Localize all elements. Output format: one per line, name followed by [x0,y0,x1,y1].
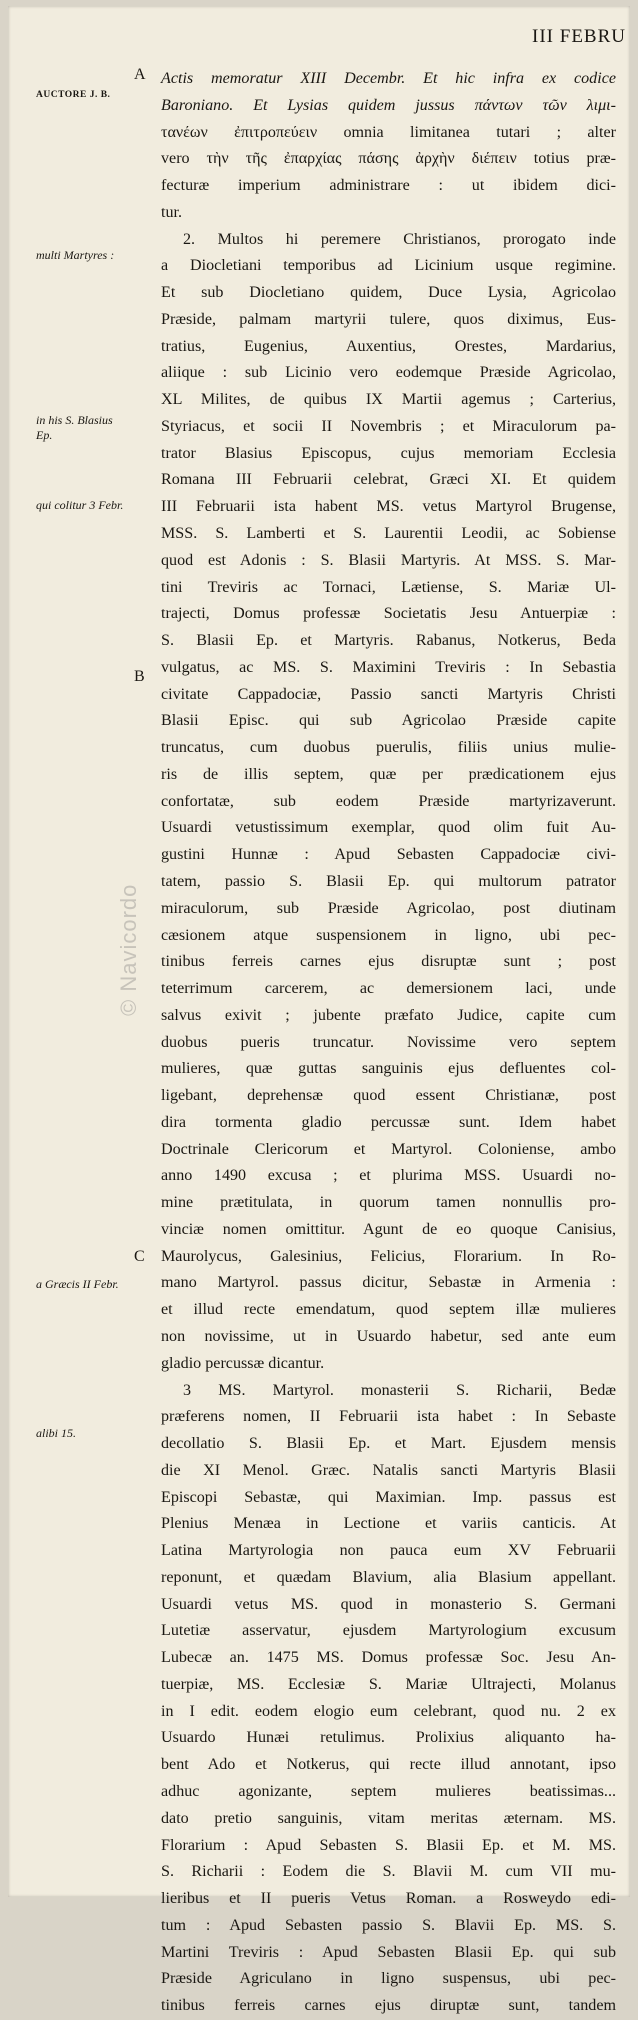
margin-note-graecis: a Græcis II Febr. [36,1277,119,1291]
text-line: gustini Hunnæ : Apud Sebasten Cappadociæ civi- [161,846,616,864]
text-line: 3 MS. Martyrol. monasterii S. Richarii, Bedæ [183,1381,616,1399]
text-line: tinibus ferreis carnes ejus diruptæ sunt, tandem [161,1997,616,2015]
text-line: tatem, passio S. Blasii Ep. qui multorum patrator [161,872,616,890]
text-line: lieribus et II pueris Vetus Roman. a Rosweydo edi- [161,1890,616,1908]
text-line: salvus exivit ; jubente præfato Judice, capite cum [161,1006,616,1024]
text-line: tur. [161,203,183,221]
text-line: cæsionem atque suspensionem in ligno, ubi pec- [161,926,616,944]
text-line: III Februarii ista habent MS. vetus Martyrol Brugense, [161,498,616,516]
section-letter-A: A [134,66,146,83]
main-text-column [161,66,616,2020]
text-line: Usuardi vetustissimum exemplar, quod olim fuit Au- [161,819,616,837]
text-line: in I edit. eodem elogio eum celebrant, quod nu. 2 ex [161,1702,616,1720]
book-page [8,6,630,2015]
text-line: Actis memoratur XIII Decembr. Et hic infra ex codice [161,70,616,87]
watermark: © Navicordo [116,883,141,1016]
text-line: S. Richarii : Eodem die S. Blavii M. cum VII mu- [161,1863,616,1881]
margin-note-multi: multi Martyres : [36,248,115,262]
text-line: tratius, Eugenius, Auxentius, Orestes, Mardarius, [161,337,616,355]
text-line: reponunt, et quædam Blavium, alia Blasium appellant. [161,1568,616,1586]
text-line: civitate Cappadociæ, Passio sancti Martyris Christi [161,685,616,703]
text-line: Lutetiæ asservatur, ejusdem Martyrologium excusum [161,1622,616,1640]
margin-note-blasius: in his S. Blasius Ep. [36,413,113,442]
text-line: trator Blasius Episcopus, cujus memoriam Ecclesia [161,444,616,462]
text-line: Et sub Diocletiano quidem, Duce Lysia, Agricolao [161,284,616,302]
text-line: decollatio S. Blasii Ep. et Mart. Ejusdem mensis [161,1435,616,1453]
text-line: dato pretio sanguinis, vitam meritas æternam. MS. [161,1809,616,1827]
text-line: mano Martyrol. passus dicitur, Sebastæ in Armenia : [161,1274,616,1292]
text-line: mine prætitulata, in quorum tamen nonnullis pro- [161,1194,616,1212]
text-line: præferens nomen, II Februarii ista habet : In Sebaste [161,1408,616,1426]
text-line: quod est Adonis : S. Blasii Martyris. At MSS. S. Mar- [161,551,616,569]
text-line: Præside Agriculano in ligno suspensus, ubi pec- [161,1970,616,1988]
text-line: Florarium : Apud Sebasten S. Blasii Ep. et M. MS. [161,1836,616,1854]
text-line: a Diocletiani temporibus ad Licinium usque regimine. [161,257,616,275]
text-line: tini Treviris ac Tornaci, Lætiense, S. Mariæ Ul- [161,578,616,596]
text-line: Romana III Februarii celebrat, Græci XI. Et quidem [161,471,616,489]
text-line: Usuardi vetus MS. quod in monasterio S. Germani [161,1595,616,1613]
text-line: 2. Multos hi peremere Christianos, prorogato inde [183,230,616,248]
text-line: ligebant, deprehensæ quod essent Christianæ, post [161,1087,616,1105]
text-line: fecturæ imperium administrare : ut ibidem dici- [161,177,616,195]
text-line: τανέων ἐπιτροπεύειν omnia limitanea tutari ; alter [161,123,616,141]
text-line: Episcopi Sebastæ, qui Maximian. Imp. passus est [161,1488,616,1506]
text-line: tinibus ferreis carnes ejus disruptæ sunt ; post [161,953,616,971]
text-line: Blasii Episc. qui sub Agricolao Præside capite [161,712,616,730]
text-line: Præside, palmam martyrii tulere, quos diximus, Eus- [161,310,616,328]
text-line: Doctrinale Clericorum et Martyrol. Coloniense, ambo [161,1140,616,1158]
text-line: tuerpiæ, MS. Ecclesiæ S. Mariæ Ultrajecti, Molanus [161,1675,616,1693]
text-line: ris de illis septem, quæ per prædicationem ejus [161,765,616,783]
text-line: Baroniano. Et Lysias quidem jussus πάντων τῶν λιμι- [161,96,616,114]
text-line: bent Ado et Notkerus, qui recte illud annotant, ipso [161,1756,616,1774]
text-line: truncatus, cum duobus puerulis, filiis unius mulie- [161,739,616,757]
text-line: Usuardo Hunæi retulimus. Prolixius aliquanto ha- [161,1729,616,1747]
margin-note-auctore: AUCTORE J. B. [36,90,111,100]
text-line: anno 1490 excusa ; et plurima MSS. Usuardi no- [161,1167,616,1185]
text-line: trajecti, Domus professæ Societatis Jesu Antuerpiæ : [161,605,616,623]
text-line: duobus pueris truncatur. Novissime vero septem [161,1033,616,1051]
text-line: non novissime, ut in Usuardo habetur, sed ante eum [161,1327,616,1345]
text-line: vinciæ nomen omittitur. Agunt de eo quoque Canisius, [161,1220,616,1238]
text-line: Plenius Menæa in Lectione et variis canticis. At [161,1515,616,1533]
margin-note-alibi: alibi 15. [36,1426,77,1440]
section-letter-C: C [134,1248,145,1265]
margin-note-colitur: qui colitur 3 Febr. [36,498,124,512]
text-line: gladio percussæ dicantur. [161,1354,325,1372]
text-line: adhuc agonizante, septem mulieres beatissimas... [161,1783,616,1800]
text-line: XL Milites, de quibus IX Martii agemus ; Carterius, [161,391,616,409]
text-line: vulgatus, ac MS. S. Maximini Treviris : In Sebastia [161,658,616,676]
text-line: Lubecæ an. 1475 MS. Domus professæ Soc. Jesu An- [161,1649,616,1667]
text-line: miraculorum, sub Præside Agricolao, post diutinam [161,899,616,917]
text-line: die XI Menol. Græc. Natalis sancti Martyris Blasii [161,1461,616,1479]
text-line: MSS. S. Lamberti et S. Laurentii Leodii, ac Sobiense [161,525,616,543]
text-line: et illud recte emendatum, quod septem illæ mulieres [161,1301,616,1319]
section-letter-B: B [134,668,145,685]
text-line: aliique : sub Licinio vero eodemque Præside Agricolao, [161,364,616,382]
text-line: confortatæ, sub eodem Præside martyrizaverunt. [161,792,616,810]
text-line: dira tormenta gladio percussæ sunt. Idem habet [161,1113,616,1131]
text-line: mulieres, quæ guttas sanguinis ejus defluentes col- [161,1060,616,1078]
text-line: Maurolycus, Galesinius, Felicius, Florarium. In Ro- [161,1247,616,1265]
text-line: tum : Apud Sebasten passio S. Blavii Ep. MS. S. [161,1916,616,1934]
text-line: S. Blasii Ep. et Martyris. Rabanus, Notkerus, Beda [161,632,616,650]
text-line: vero τὴν τῆς ἐπαρχίας πάσης ἀρχὴν διέπειν totius præ- [161,150,616,168]
text-line: Styriacus, et socii II Novembris ; et Miraculorum pa- [161,417,616,435]
text-line: Latina Martyrologia non pauca eum XV Februarii [161,1542,616,1560]
text-line: teterrimum carcerem, ac demersionem laci, unde [161,980,616,998]
text-line: Martini Treviris : Apud Sebasten Blasii Ep. qui sub [161,1943,616,1961]
running-head: III FEBRU [532,26,626,47]
